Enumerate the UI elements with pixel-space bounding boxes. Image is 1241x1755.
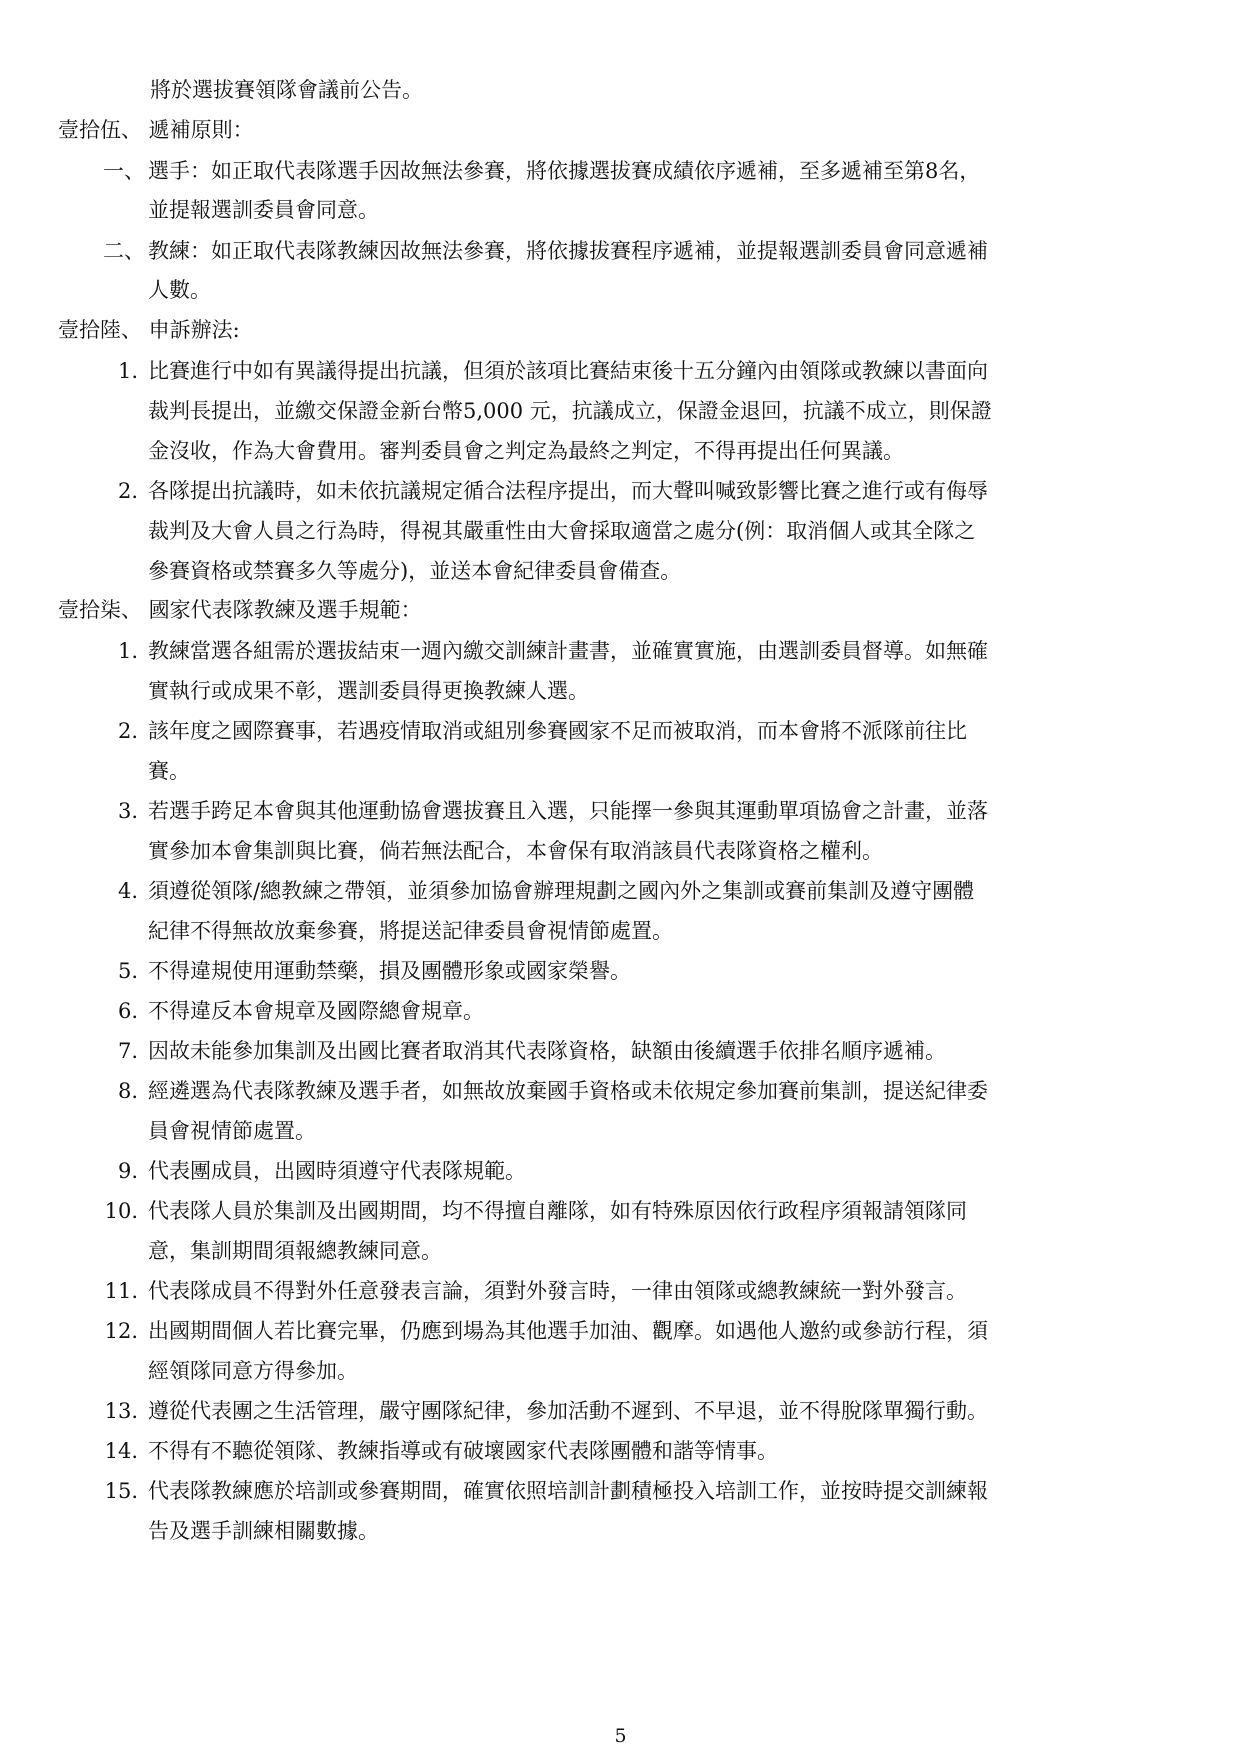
section-17-item-12-line-1: 出國期間個人若比賽完畢，仍應到場為其他選手加油、觀摩。如遇他人邀約或參訪行程，須 — [148, 1319, 988, 1343]
section-17-item-3-line-2: 實參加本會集訓與比賽，倘若無法配合，本會保有取消該員代表隊資格之權利。 — [148, 839, 883, 863]
section-17-item-12-marker: 12. — [104, 1319, 138, 1343]
section-15-item-2-marker: 二、 — [103, 239, 145, 263]
section-15-heading: 壹拾伍、 遞補原則： — [58, 118, 254, 142]
section-17-heading: 壹拾柒、 國家代表隊教練及選手規範： — [58, 598, 422, 622]
section-17-item-10-marker: 10. — [104, 1199, 138, 1223]
section-17-item-15-line-2: 告及選手訓練相關數據。 — [148, 1519, 379, 1543]
section-16-item-1-line-3: 金沒收，作為大會費用。審判委員會之判定為最終之判定，不得再提出任何異議。 — [148, 439, 904, 463]
section-17-item-9-line-1: 代表團成員，出國時須遵守代表隊規範。 — [148, 1159, 526, 1183]
section-17-item-8-line-1: 經遴選為代表隊教練及選手者，如無故放棄國手資格或未依規定參加賽前集訓，提送紀律委 — [148, 1079, 988, 1103]
section-17-item-4-line-2: 紀律不得無故放棄參賽，將提送記律委員會視情節處置。 — [148, 919, 673, 943]
section-17-item-12-line-2: 經領隊同意方得參加。 — [148, 1359, 358, 1383]
section-17-item-7-marker: 7. — [117, 1039, 138, 1063]
section-17-item-6-line-1: 不得違反本會規章及國際總會規章。 — [148, 999, 484, 1023]
section-17-item-8-marker: 8. — [117, 1079, 138, 1103]
section-17-item-3-line-1: 若選手跨足本會與其他運動協會選拔賽且入選，只能擇一參與其運動單項協會之計畫，並落 — [148, 799, 988, 823]
section-15-item-2-line-2: 人數。 — [148, 278, 211, 302]
section-17-item-11-line-1: 代表隊成員不得對外任意發表言論，須對外發言時，一律由領隊或總教練統一對外發言。 — [148, 1279, 967, 1303]
section-17-item-15-marker: 15. — [104, 1479, 138, 1503]
section-17-item-6-marker: 6. — [117, 999, 138, 1023]
section-16-heading: 壹拾陸、 申訴辦法: — [58, 318, 240, 342]
section-15-item-2-line-1: 教練：如正取代表隊教練因故無法參賽，將依據拔賽程序遞補，並提報選訓委員會同意遞補 — [148, 239, 988, 263]
section-16-item-2-line-3: 參賽資格或禁賽多久等處分)，並送本會紀律委員會備查。 — [148, 559, 682, 583]
section-17-item-11-marker: 11. — [104, 1279, 138, 1303]
section-17-item-15-line-1: 代表隊教練應於培訓或參賽期間，確實依照培訓計劃積極投入培訓工作，並按時提交訓練報 — [148, 1479, 988, 1503]
section-17-item-10-line-2: 意，集訓期間須報總教練同意。 — [148, 1239, 442, 1263]
page-number: 5 — [614, 1725, 627, 1747]
section-17-item-8-line-2: 員會視情節處置。 — [148, 1119, 316, 1143]
section-16-item-2-marker: 2. — [117, 479, 138, 503]
section-17-item-13-line-1: 遵從代表團之生活管理，嚴守團隊紀律，參加活動不遲到、不早退，並不得脫隊單獨行動。 — [148, 1399, 988, 1423]
section-15-item-1-line-1: 選手：如正取代表隊選手因故無法參賽，將依據選拔賽成績依序遞補，至多遞補至第8名， — [148, 159, 981, 183]
section-16-item-1-marker: 1. — [117, 359, 138, 383]
section-16-item-1-line-2: 裁判長提出，並繳交保證金新台幣5,000 元，抗議成立，保證金退回，抗議不成立，則保證 — [148, 399, 992, 423]
section-17-item-9-marker: 9. — [117, 1159, 138, 1183]
section-17-item-2-line-1: 該年度之國際賽事，若遇疫情取消或組別參賽國家不足而被取消，而本會將不派隊前往比 — [148, 719, 967, 743]
section-17-item-4-line-1: 須遵從領隊/總教練之帶領，並須參加協會辦理規劃之國內外之集訓或賽前集訓及遵守團體 — [148, 879, 975, 903]
section-17-item-5-marker: 5. — [117, 959, 138, 983]
section-17-item-3-marker: 3. — [117, 799, 138, 823]
section-17-item-13-marker: 13. — [104, 1399, 138, 1423]
intro-line: 將於選拔賽領隊會議前公告。 — [150, 78, 423, 102]
section-17-item-2-line-2: 賽。 — [148, 759, 190, 783]
section-17-item-1-line-2: 實執行或成果不彰，選訓委員得更換教練人選。 — [148, 679, 589, 703]
section-17-item-10-line-1: 代表隊人員於集訓及出國期間，均不得擅自離隊，如有特殊原因依行政程序須報請領隊同 — [148, 1199, 967, 1223]
section-17-item-1-marker: 1. — [117, 639, 138, 663]
section-17-item-2-marker: 2. — [117, 719, 138, 743]
section-16-item-2-line-2: 裁判及大會人員之行為時，得視其嚴重性由大會採取適當之處分(例：取消個人或其全隊之 — [148, 519, 976, 543]
section-16-item-1-line-1: 比賽進行中如有異議得提出抗議，但須於該項比賽結束後十五分鐘內由領隊或教練以書面向 — [148, 359, 988, 383]
section-16-item-2-line-1: 各隊提出抗議時，如未依抗議規定循合法程序提出，而大聲叫喊致影響比賽之進行或有侮辱 — [148, 479, 988, 503]
section-17-item-14-marker: 14. — [104, 1439, 138, 1463]
section-15-item-1-marker: 一、 — [103, 159, 145, 183]
section-17-item-7-line-1: 因故未能參加集訓及出國比賽者取消其代表隊資格，缺額由後續選手依排名順序遞補。 — [148, 1039, 946, 1063]
section-17-item-5-line-1: 不得違規使用運動禁藥，損及團體形象或國家榮譽。 — [148, 959, 631, 983]
section-17-item-1-line-1: 教練當選各組需於選拔結束一週內繳交訓練計畫書，並確實實施，由選訓委員督導。如無確 — [148, 639, 988, 663]
section-15-item-1-line-2: 並提報選訓委員會同意。 — [148, 198, 379, 222]
section-17-item-14-line-1: 不得有不聽從領隊、教練指導或有破壞國家代表隊團體和諧等情事。 — [148, 1439, 778, 1463]
section-17-item-4-marker: 4. — [117, 879, 138, 903]
